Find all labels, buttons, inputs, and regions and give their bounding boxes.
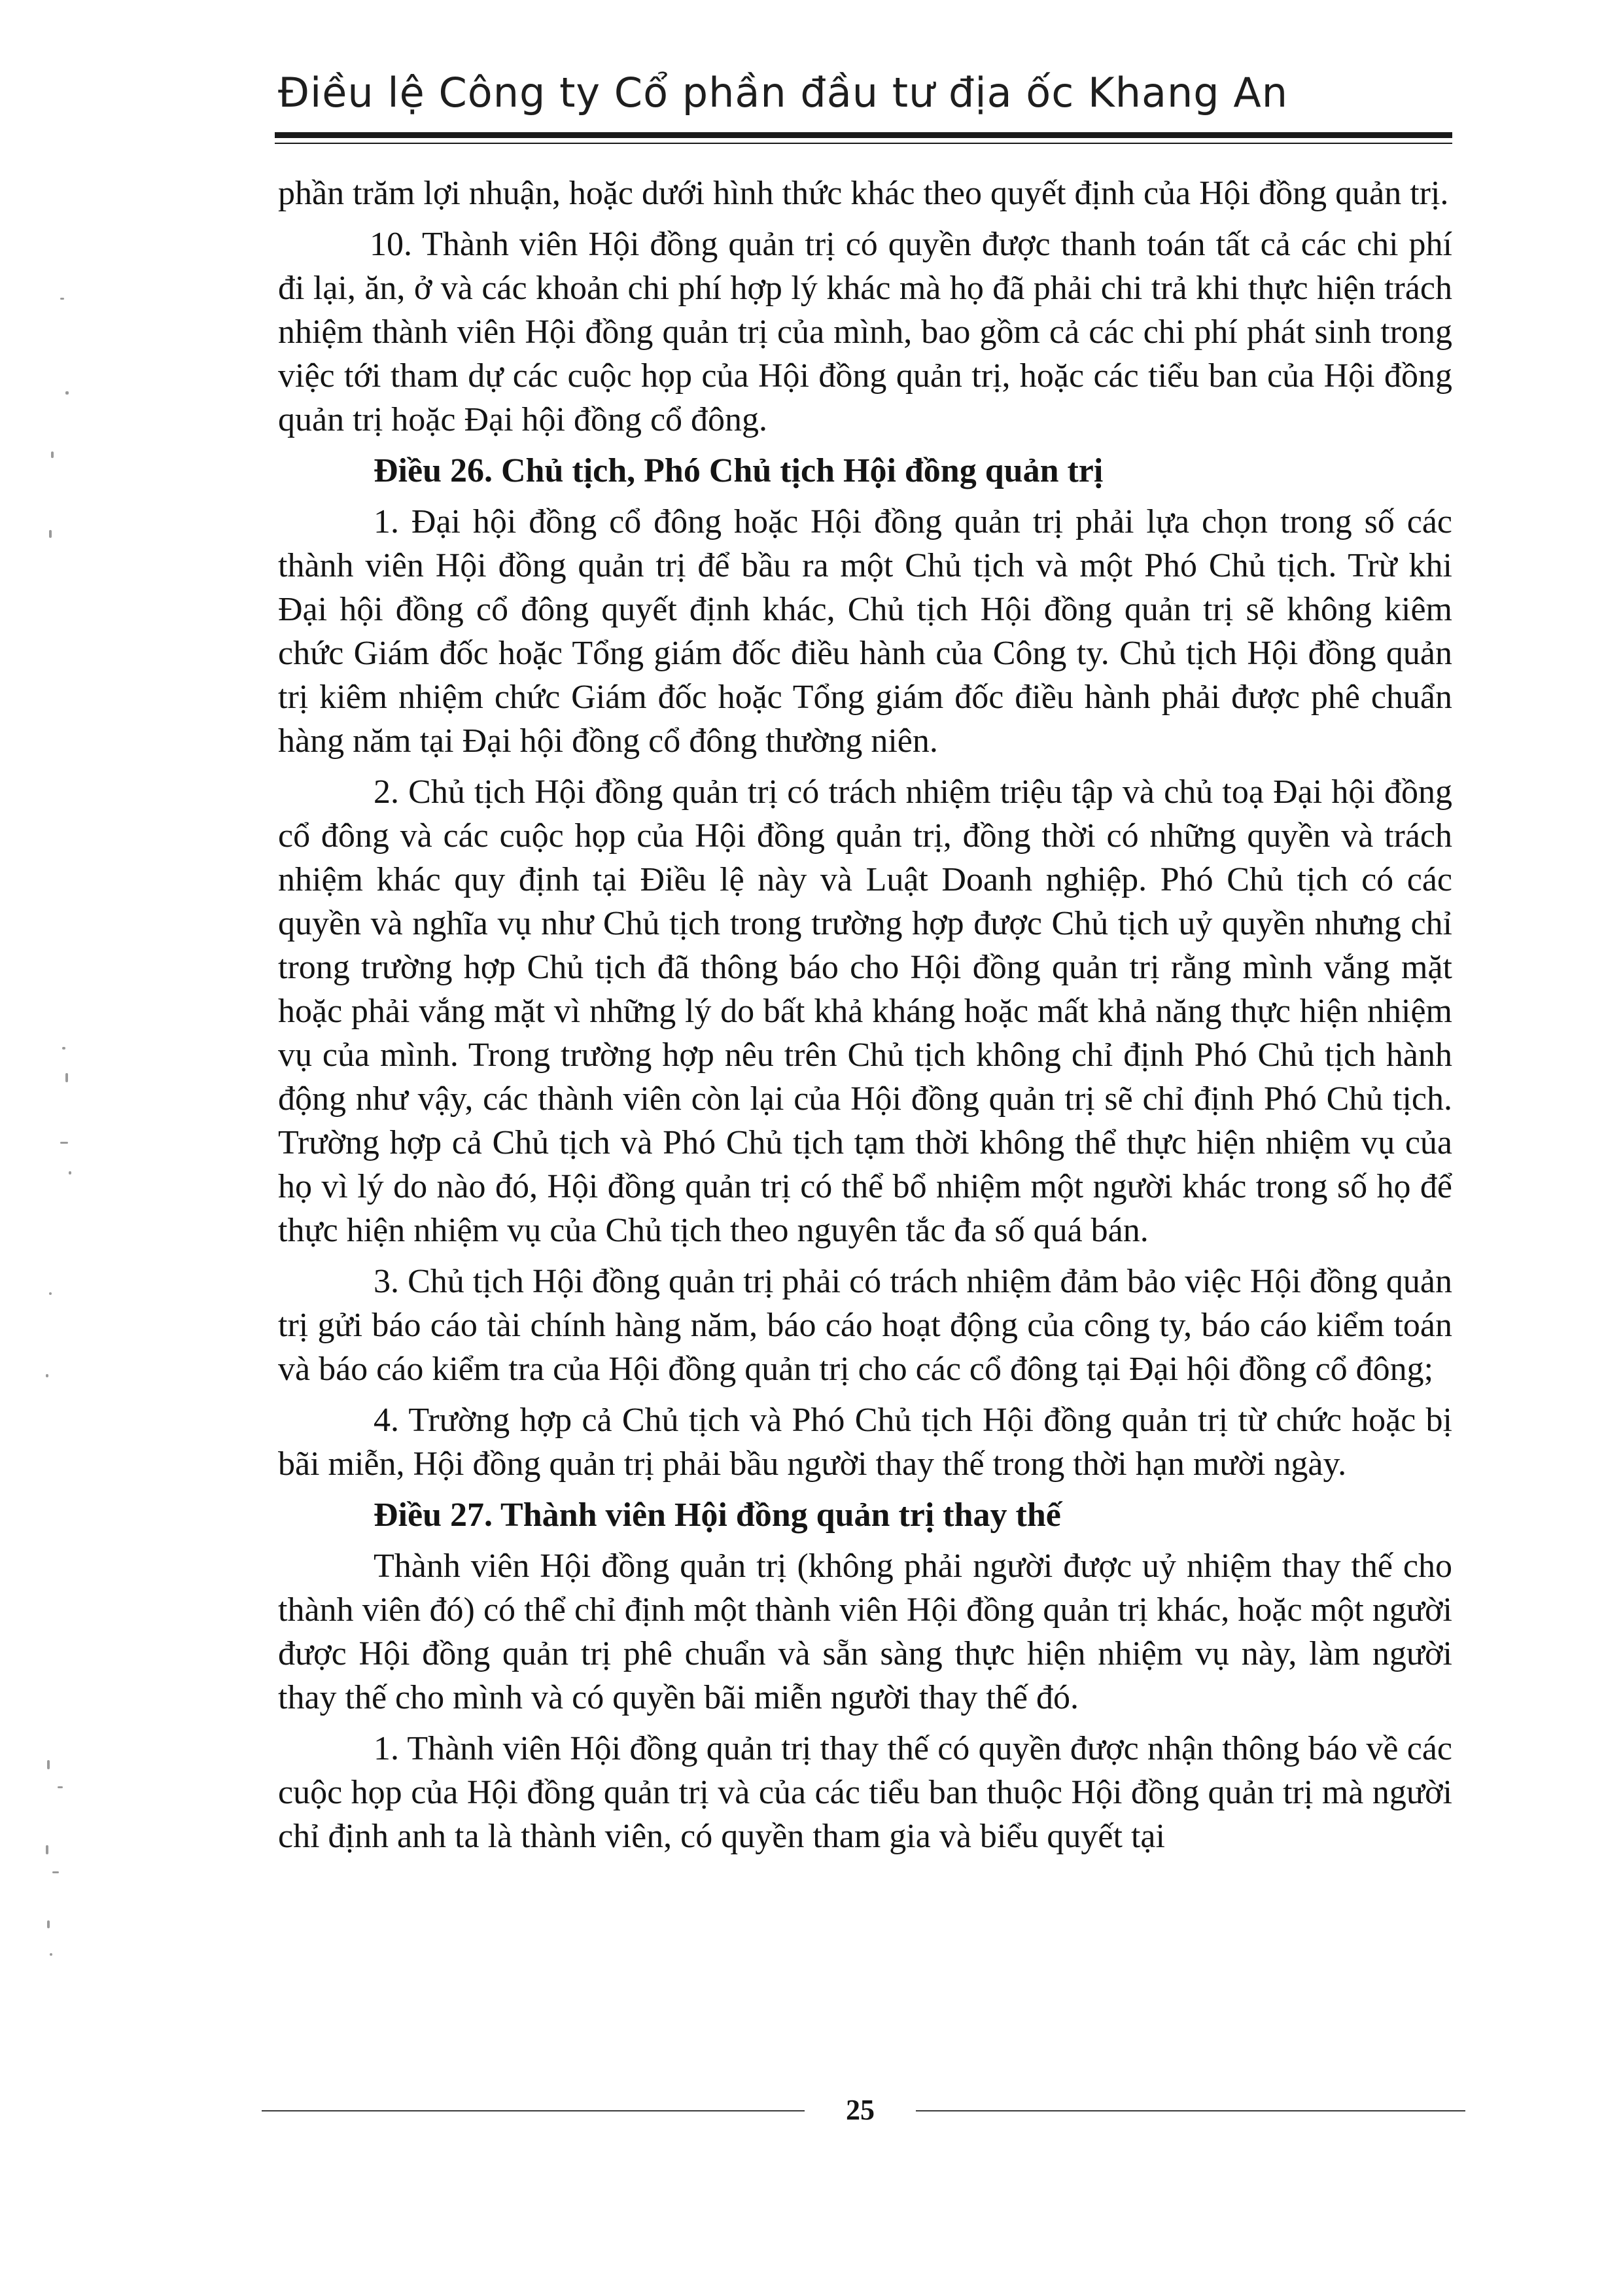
scan-speck [65,391,69,395]
header-rule-thin [275,143,1452,144]
scan-speck [46,1845,48,1854]
scan-speck [49,1292,52,1295]
article-26-heading: Điều 26. Chủ tịch, Phó Chủ tịch Hội đồng quản trị [374,452,1104,489]
scan-speck [60,298,64,300]
page-number: 25 [846,2094,875,2126]
article-26-clause-2: 2. Chủ tịch Hội đồng quản trị có trách nhiệm triệu tập và chủ toạ Đại hội đồng cổ đông và các cuộc họp của Hội đồng quản trị, đồng thời có những quyền và trách nhiệm khác quy định tại Điều lệ này và Luật Doanh nghiệp. Phó Chủ tịch có các quyền và nghĩa vụ như Chủ tịch trong trường hợp được Chủ tịch uỷ quyền nhưng chỉ trong trường hợp Chủ tịch đã thông báo cho Hội đồng quản trị rằng mình vắng mặt hoặc phải vắng mặt vì những lý do bất khả kháng hoặc mất khả năng thực hiện nhiệm vụ của mình. Trong trường hợp nêu trên Chủ tịch không chỉ định Phó Chủ tịch hành động như vậy, các thành viên còn lại của Hội đồng quản trị sẽ chỉ định Phó Chủ tịch. Trường hợp cả Chủ tịch và Phó Chủ tịch tạm thời không thể thực hiện nhiệm vụ của họ vì lý do nào đó, Hội đồng quản trị có thể bổ nhiệm một người khác trong số họ để thực hiện nhiệm vụ của Chủ tịch theo nguyên tắc đa số quá bán. [278,773,1452,1249]
running-header-title: Điều lệ Công ty Cổ phần đầu tư địa ốc Khang An [278,69,1289,116]
scan-speck [49,530,52,538]
article-26-clause-1: 1. Đại hội đồng cổ đông hoặc Hội đồng quản trị phải lựa chọn trong số các thành viên Hội đồng quản trị để bầu ra một Chủ tịch và một Phó Chủ tịch. Trừ khi Đại hội đồng cổ đông quyết định khác, Chủ tịch Hội đồng quản trị sẽ không kiêm chức Giám đốc hoặc Tổng giám đốc điều hành của Công ty. Chủ tịch Hội đồng quản trị kiêm nhiệm chức Giám đốc hoặc Tổng giám đốc điều hành phải được phê chuẩn hàng năm tại Đại hội đồng cổ đông thường niên. [278,503,1452,760]
article-27-clause-1: 1. Thành viên Hội đồng quản trị thay thế có quyền được nhận thông báo về các cuộc họp của Hội đồng quản trị và của các tiểu ban thuộc Hội đồng quản trị mà người chỉ định anh ta là thành viên, có quyền tham gia và biểu quyết tại [278,1730,1452,1855]
article-27-heading: Điều 27. Thành viên Hội đồng quản trị thay thế [374,1496,1061,1534]
scan-speck [65,1073,68,1082]
page-footer [262,2091,1465,2130]
scan-speck [62,1047,65,1050]
scan-speck [58,1786,63,1788]
article-26-clause-4: 4. Trường hợp cả Chủ tịch và Phó Chủ tịch Hội đồng quản trị từ chức hoặc bị bãi miễn, Hội đồng quản trị phải bầu người thay thế trong thời hạn mười ngày. [278,1402,1452,1483]
scan-speck [51,451,54,458]
clause-10: 10. Thành viên Hội đồng quản trị có quyền được thanh toán tất cả các chi phí đi lại, ăn, ở và các khoản chi phí hợp lý khác mà họ đã phải chi trả khi thực hiện trách nhiệm thành viên Hội đồng quản trị của mình, bao gồm cả các chi phí phát sinh trong việc tới tham dự các cuộc họp của Hội đồng quản trị, hoặc các tiểu ban của Hội đồng quản trị hoặc Đại hội đồng cổ đông. [278,226,1452,438]
header-rule-thick [275,132,1452,138]
scan-speck [50,1953,52,1956]
scan-speck [60,1142,68,1144]
scan-speck [69,1171,71,1174]
footer-rule-left [262,2110,805,2111]
scan-speck [47,1920,50,1928]
scan-speck [52,1871,59,1873]
scan-speck [47,1760,50,1769]
article-26-clause-3: 3. Chủ tịch Hội đồng quản trị phải có trách nhiệm đảm bảo việc Hội đồng quản trị gửi báo cáo tài chính hàng năm, báo cáo hoạt động của công ty, báo cáo kiểm toán và báo cáo kiểm tra của Hội đồng quản trị cho các cổ đông tại Đại hội đồng cổ đông; [278,1263,1452,1388]
scan-speck [46,1374,48,1377]
paragraph-continuation: phần trăm lợi nhuận, hoặc dưới hình thức khác theo quyết định của Hội đồng quản trị. [278,175,1449,212]
article-27-intro: Thành viên Hội đồng quản trị (không phải người được uỷ nhiệm thay thế cho thành viên đó) có thể chỉ định một thành viên Hội đồng quản trị khác, hoặc một người được Hội đồng quản trị phê chuẩn và sẵn sàng thực hiện nhiệm vụ này, làm người thay thế cho mình và có quyền bãi miễn người thay thế đó. [278,1547,1452,1716]
document-body [278,171,1452,1865]
footer-rule-right [916,2110,1465,2111]
